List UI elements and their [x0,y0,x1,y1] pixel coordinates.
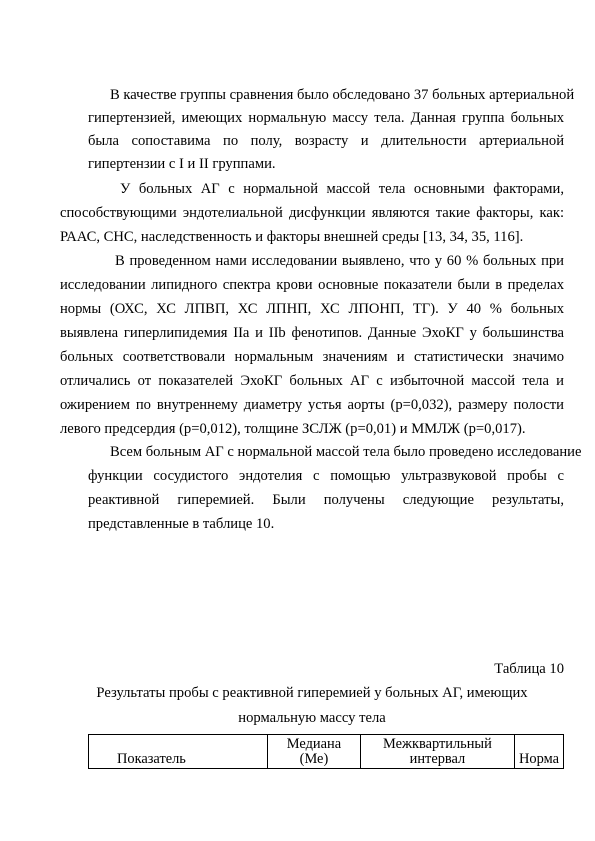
table-header-row [89,735,564,769]
text-line: выявлена гиперлипидемия IIa и IIb фенотипов. Данные ЭхоКГ у большинства [60,325,564,341]
text-line: левого предсердия (р=0,012), толщине ЗСЛЖ (р=0,01) и ММЛЖ (р=0,017). [60,421,526,437]
header-median [268,735,361,769]
header-indicator [89,735,268,769]
text-line: способствующими эндотелиальной дисфункции являются такие факторы, как: [60,205,564,221]
header-iqr-text-2: интервал [409,750,466,767]
header-indicator-text: Показатель [117,751,186,767]
text-line: Всем больным АГ с нормальной массой тела было проведено исследование [110,444,582,460]
header-median-abbr: (Ме) [299,750,329,767]
text-line: отличались от показателей ЭхоКГ больных АГ с избыточной массой тела и [60,373,564,389]
text-line: ожирением по внутреннему диаметру устья аорты (р=0,032), размеру полости [60,397,564,413]
text-line: гипертензии с I и II группами. [88,156,276,172]
text-line: представленные в таблице 10. [88,516,275,532]
text-line: У больных АГ с нормальной массой тела основными факторами, [120,181,564,197]
text-line: больных соответствовали нормальным значениям и статистически значимо [60,349,564,365]
header-norm [515,735,564,769]
text-line: В проведенном нами исследовании выявлено, что у 60 % больных при [115,253,564,269]
table-label: Таблица 10 [494,661,564,677]
text-line: была сопоставима по полу, возрасту и длительности артериальной [88,133,564,149]
header-iqr-text: Межквартильный [383,735,492,752]
table-caption-line: Результаты пробы с реактивной гиперемией у больных АГ, имеющих [96,685,528,701]
text-line: исследовании липидного спектра крови основные показатели были в пределах [60,277,564,293]
text-line: нормы (ОХС, ХС ЛПВП, ХС ЛПНП, ХС ЛПОНП, ТГ). У 40 % больных [60,301,564,317]
header-iqr [360,735,514,769]
table-caption-line: нормальную массу тела [238,710,386,726]
text-line: В качестве группы сравнения было обследовано 37 больных артериальной [110,87,575,103]
results-table [88,734,564,769]
text-line: гипертензией, имеющих нормальную массу тела. Данная группа больных [88,110,564,126]
text-line: функции сосудистого эндотелия с помощью ультразвуковой пробы с [88,468,564,484]
text-line: реактивной гиперемией. Были получены следующие результаты, [88,492,564,508]
header-norm-text: Норма [519,751,559,767]
text-line: РААС, СНС, наследственность и факторы внешней среды [13, 34, 35, 116]. [60,229,524,245]
header-median-text: Медиана [286,735,342,752]
